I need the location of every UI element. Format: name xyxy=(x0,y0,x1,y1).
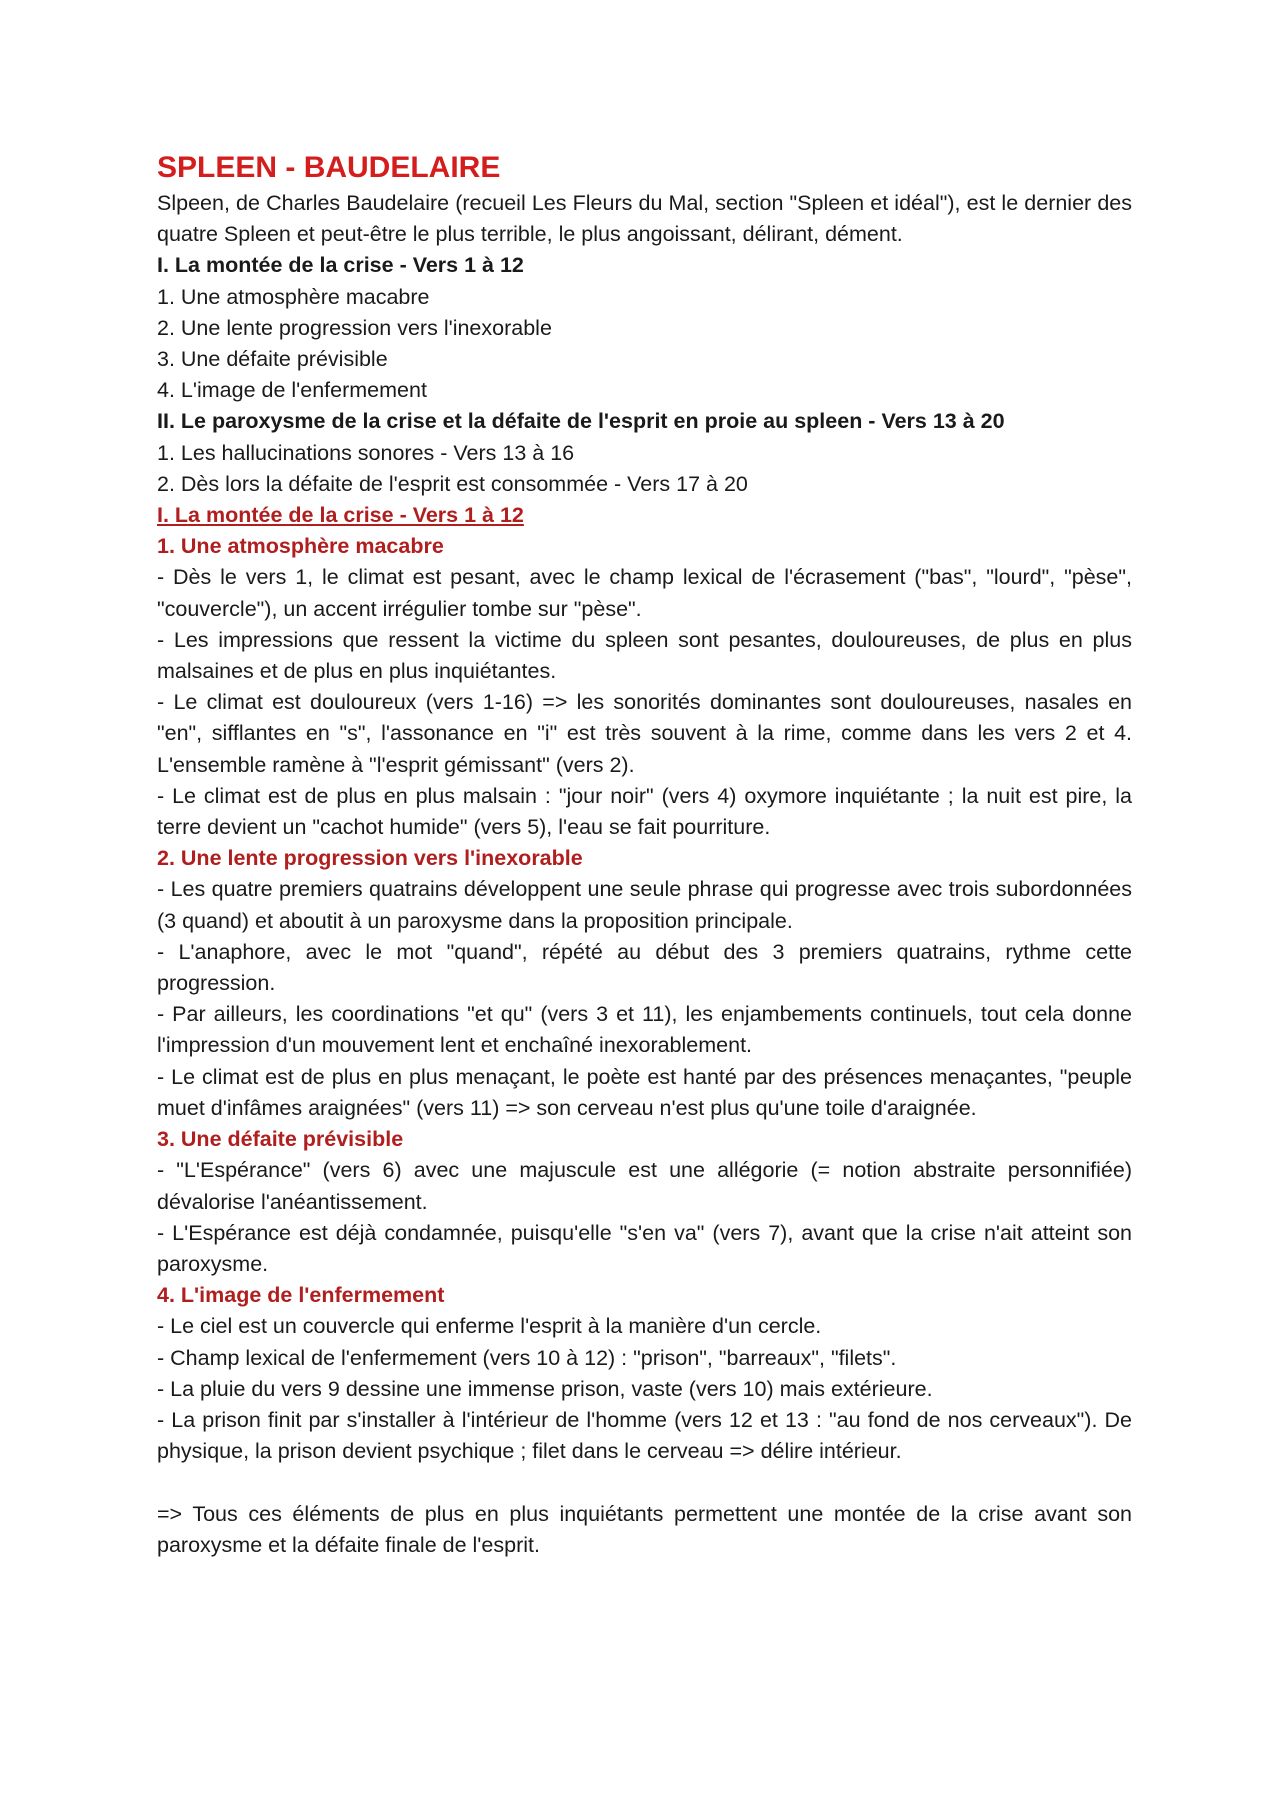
outline-part1-heading: I. La montée de la crise - Vers 1 à 12 xyxy=(157,253,524,278)
body-paragraph: - Les impressions que ressent la victime du spleen sont pesantes, douloureuses, de plus en plus malsaines et de plus en plus inquiétantes. xyxy=(157,627,1132,684)
body-paragraph: - La pluie du vers 9 dessine une immense prison, vaste (vers 10) mais extérieure. xyxy=(157,1376,933,1401)
subsection-heading: 4. L'image de l'enfermement xyxy=(157,1283,445,1308)
body-paragraph: - Le climat est douloureux (vers 1-16) => les sonorités dominantes sont douloureuses, nasales en "en", sifflantes en "s", l'assonance en "i" est très souvent à la rime, comme dans les vers 2 et 4. L'ensemble ramène à "l'esprit gémissant" (vers 2). xyxy=(157,690,1132,777)
body-paragraph: - Par ailleurs, les coordinations "et qu" (vers 3 et 11), les enjambements continuels, tout cela donne l'impression d'un mouvement lent et enchaîné inexorablement. xyxy=(157,1002,1132,1058)
subsection-heading: 1. Une atmosphère macabre xyxy=(157,534,444,559)
body-paragraph: - L'Espérance est déjà condamnée, puisqu'elle "s'en va" (vers 7), avant que la crise n'ait atteint son paroxysme. xyxy=(157,1220,1132,1276)
intro-paragraph: Slpeen, de Charles Baudelaire (recueil Les Fleurs du Mal, section "Spleen et idéal"), est le dernier des quatre Spleen et peut-être le plus terrible, le plus angoissant, délirant, dément. xyxy=(157,191,1132,247)
body-paragraph: - Champ lexical de l'enfermement (vers 10 à 12) : "prison", "barreaux", "filets". xyxy=(157,1345,897,1370)
body-paragraph: - "L'Espérance" (vers 6) avec une majuscule est une allégorie (= notion abstraite personnifiée) dévalorise l'anéantissement. xyxy=(157,1158,1132,1214)
section1-heading: I. La montée de la crise - Vers 1 à 12 xyxy=(157,503,524,528)
body-paragraph: - Le climat est de plus en plus menaçant, le poète est hanté par des présences menaçantes, "peuple muet d'infâmes araignées" (vers 11) => son cerveau n'est plus qu'une toile d'araignée. xyxy=(157,1064,1132,1120)
body-paragraph: - Les quatre premiers quatrains développent une seule phrase qui progresse avec trois subordonnées (3 quand) et aboutit à un paroxysme dans la proposition principale. xyxy=(157,877,1132,933)
body-paragraph: - Dès le vers 1, le climat est pesant, avec le champ lexical de l'écrasement ("bas", "lourd", "pèse", "couvercle"), un accent irrégulier tombe sur "pèse". xyxy=(157,565,1132,621)
subsection-heading: 3. Une défaite prévisible xyxy=(157,1127,404,1152)
outline-item: 3. Une défaite prévisible xyxy=(157,347,388,372)
document-title: SPLEEN - BAUDELAIRE xyxy=(157,151,501,184)
body-paragraph: - Le ciel est un couvercle qui enferme l'esprit à la manière d'un cercle. xyxy=(157,1314,822,1339)
blank-line xyxy=(157,1467,1132,1498)
document-page xyxy=(157,150,1132,1561)
outline-item: 2. Dès lors la défaite de l'esprit est consommée - Vers 17 à 20 xyxy=(157,471,748,496)
outline-item: 1. Les hallucinations sonores - Vers 13 à 16 xyxy=(157,440,575,465)
conclusion-paragraph: => Tous ces éléments de plus en plus inquiétants permettent une montée de la crise avant son paroxysme et la défaite finale de l'esprit. xyxy=(157,1501,1132,1557)
subsection-heading: 2. Une lente progression vers l'inexorable xyxy=(157,846,583,871)
outline-item: 1. Une atmosphère macabre xyxy=(157,284,430,309)
body-paragraph: - La prison finit par s'installer à l'intérieur de l'homme (vers 12 et 13 : "au fond de nos cerveaux"). De physique, la prison devient psychique ; filet dans le cerveau => délire intérieur. xyxy=(157,1407,1132,1464)
body-paragraph: - L'anaphore, avec le mot "quand", répété au début des 3 premiers quatrains, rythme cette progression. xyxy=(157,939,1132,996)
outline-part2-heading: II. Le paroxysme de la crise et la défaite de l'esprit en proie au spleen - Vers 13 à 20 xyxy=(157,409,1005,434)
outline-item: 4. L'image de l'enfermement xyxy=(157,378,427,403)
outline-item: 2. Une lente progression vers l'inexorable xyxy=(157,315,552,340)
body-paragraph: - Le climat est de plus en plus malsain : "jour noir" (vers 4) oxymore inquiétante ; la nuit est pire, la terre devient un "cachot humide" (vers 5), l'eau se fait pourriture. xyxy=(157,783,1132,840)
